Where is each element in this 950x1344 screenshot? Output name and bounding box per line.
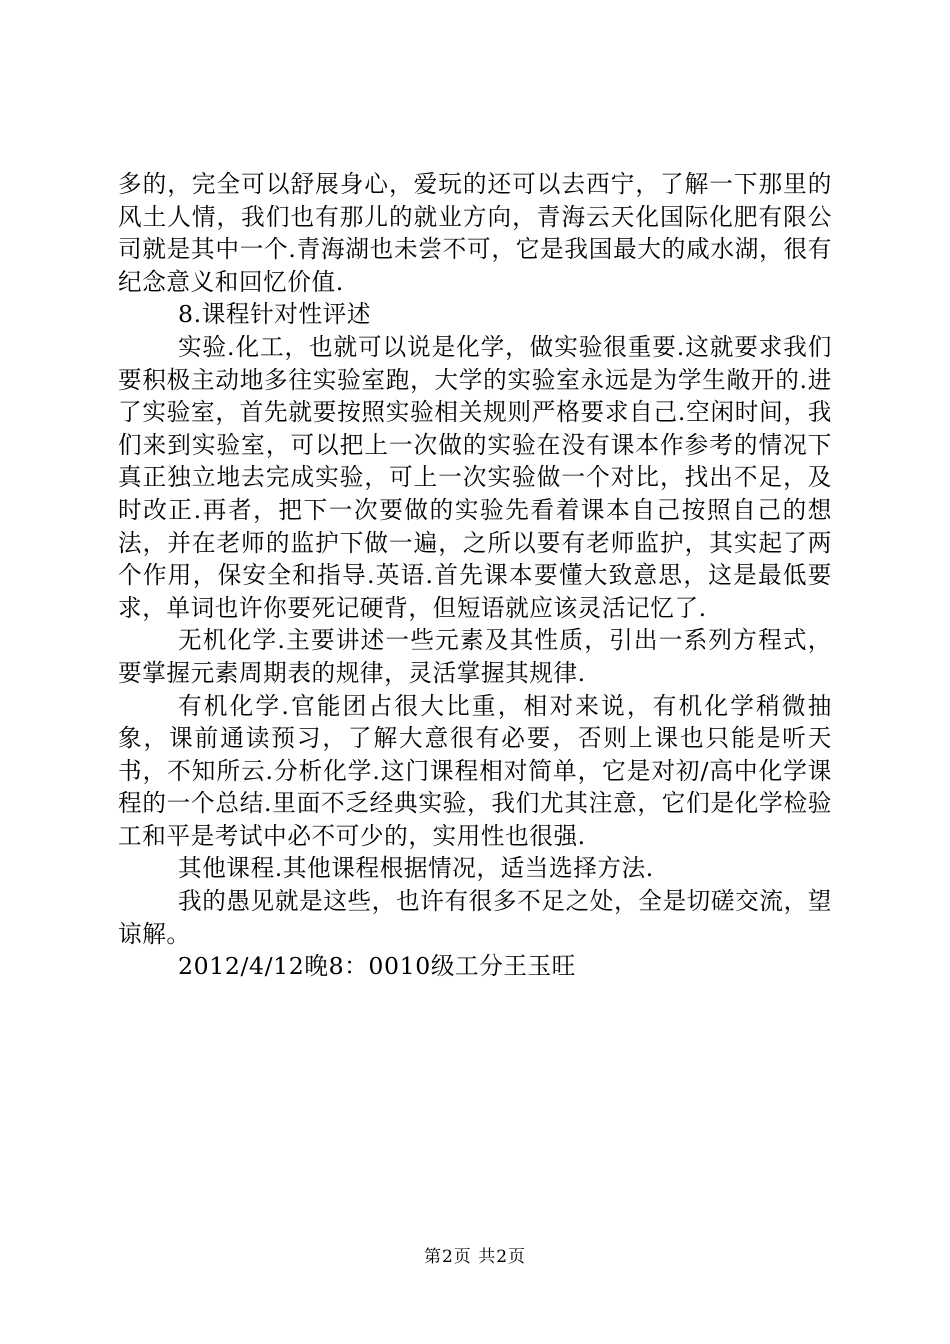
page-number-footer: 第2页 共2页 [423,1247,527,1267]
paragraph-inorganic-chemistry: 无机化学.主要讲述一些元素及其性质，引出一系列方程式，要掌握元素周期表的规律，灵活掌握其规律. [118,626,832,687]
signature-line: 2012/4/12晚8：0010级工分王玉旺 [178,952,576,981]
paragraph-organic-chemistry: 有机化学.官能团占很大比重，相对来说，有机化学稍微抽象，课前通读预习，了解大意很有必要，否则上课也只能是听天书，不知所云.分析化学.这门课程相对简单，它是对初/高中化学课程的一个总结.里面不乏经典实验，我们尤其注意，它们是化学检验工和平是考试中必不可少的，实用性也很强. [118,691,832,850]
paragraph-closing: 我的愚见就是这些，也许有很多不足之处，全是切磋交流，望谅解。 [118,887,832,948]
document-body [118,168,832,983]
paragraph-other-courses: 其他课程.其他课程根据情况，适当选择方法. [178,854,654,883]
section-heading: 8.课程针对性评述 [178,300,372,329]
paragraph-experiment: 实验.化工，也就可以说是化学，做实验很重要.这就要求我们要积极主动地多往实验室跑，大学的实验室永远是为学生敞开的.进了实验室，首先就要按照实验相关规则严格要求自己.空闲时间，我们来到实验室，可以把上一次做的实验在没有课本作参考的情况下真正独立地去完成实验，可上一次实验做一个对比，找出不足，及时改正.再者，把下一次要做的实验先看着课本自己按照自己的想法，并在老师的监护下做一遍，之所以要有老师监护，其实起了两个作用，保安全和指导.英语.首先课本要懂大致意思，这是最低要求，单词也许你要死记硬背，但短语就应该灵活记忆了. [118,332,832,622]
paragraph-continuation: 多的，完全可以舒展身心，爱玩的还可以去西宁，了解一下那里的风土人情，我们也有那儿的就业方向，青海云天化国际化肥有限公司就是其中一个.青海湖也未尝不可，它是我国最大的咸水湖，很有纪念意义和回忆价值. [118,170,832,296]
